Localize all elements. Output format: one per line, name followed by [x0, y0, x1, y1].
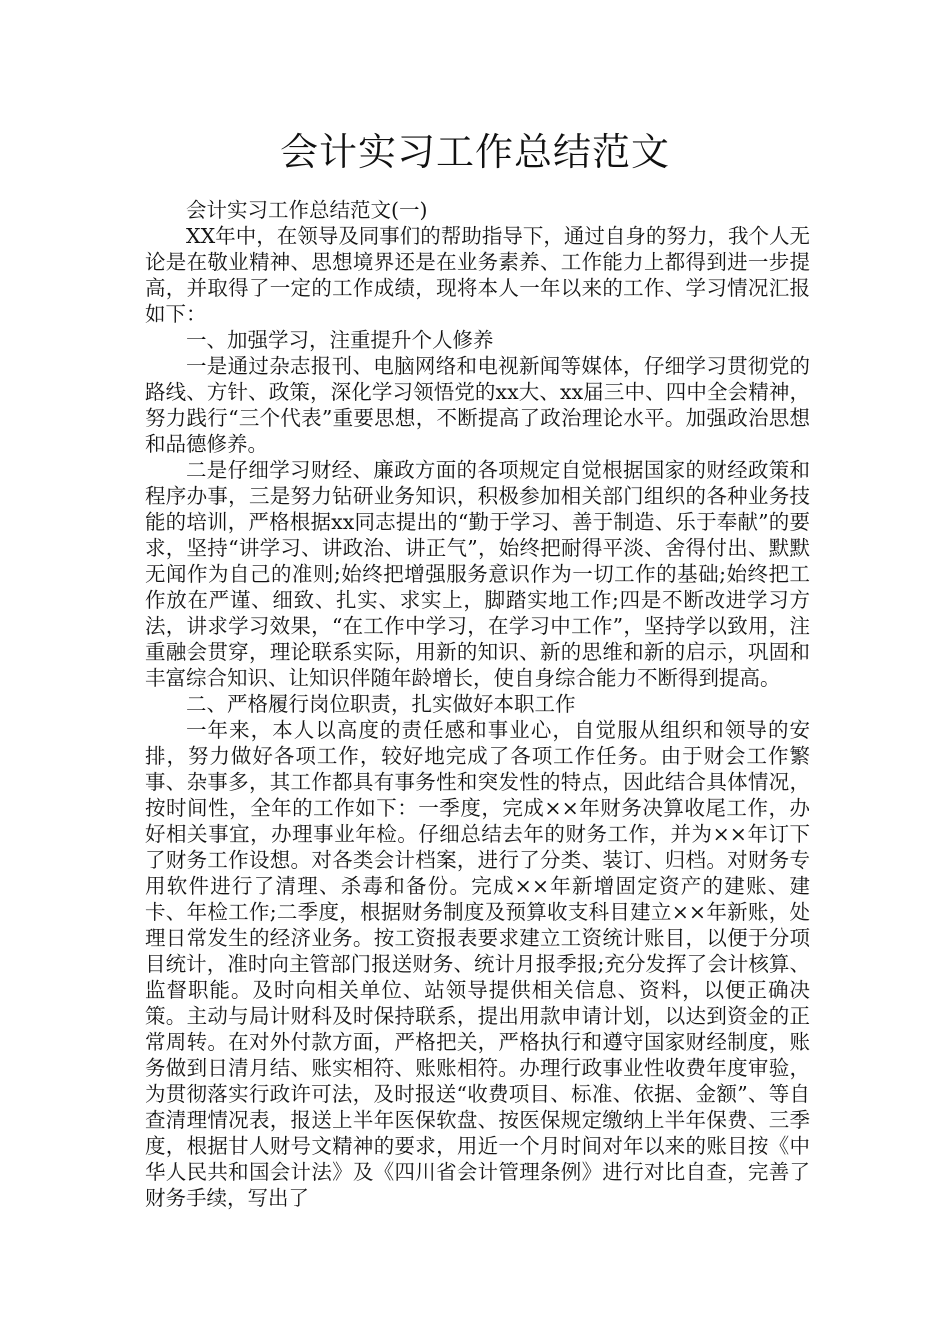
document-body: [145, 197, 810, 1211]
body-paragraph: 一是通过杂志报刊、电脑网络和电视新闻等媒体，仔细学习贯彻党的路线、方针、政策，深化学习领悟党的xx大、xx届三中、四中全会精神，努力践行“三个代表”重要思想，不断提高了政治理论水平。加强政治思想和品德修养。: [145, 354, 810, 456]
body-paragraph: 一年来，本人以高度的责任感和事业心，自觉服从组织和领导的安排，努力做好各项工作，较好地完成了各项工作任务。由于财会工作繁事、杂事多，其工作都具有事务性和突发性的特点，因此结合具体情况，按时间性，全年的工作如下：一季度，完成××年财务决算收尾工作，办好相关事宜，办理事业年检。仔细总结去年的财务工作，并为××年订下了财务工作设想。对各类会计档案，进行了分类、装订、归档。对财务专用软件进行了清理、杀毒和备份。完成××年新增固定资产的建账、建卡、年检工作;二季度，根据财务制度及预算收支科目建立××年新账，处理日常发生的经济业务。按工资报表要求建立工资统计账目，以便于分项目统计，准时向主管部门报送财务、统计月报季报;充分发挥了会计核算、监督职能。及时向相关单位、站领导提供相关信息、资料，以便正确决策。主动与局计财科及时保持联系，提出用款申请计划，以达到资金的正常周转。在对外付款方面，严格把关，严格执行和遵守国家财经制度，账务做到日清月结、账实相符、账账相符。办理行政事业性收费年度审验，为贯彻落实行政许可法，及时报送“收费项目、标准、依据、金额”、等自查清理情况表，报送上半年医保软盘、按医保规定缴纳上半年保费、三季度，根据甘人财号文精神的要求，用近一个月时间对年以来的账目按《中华人民共和国会计法》及《四川省会计管理条例》进行对比自查，完善了财务手续，写出了: [145, 718, 810, 1210]
body-paragraph: 二是仔细学习财经、廉政方面的各项规定自觉根据国家的财经政策和程序办事，三是努力钻研业务知识，积极参加相关部门组织的各种业务技能的培训，严格根据xx同志提出的“勤于学习、善于制造、乐于奉献”的要求，坚持“讲学习、讲政治、讲正气”，始终把耐得平淡、舍得付出、默默无闻作为自己的准则;始终把增强服务意识作为一切工作的基础;始终把工作放在严谨、细致、扎实、求实上，脚踏实地工作;四是不断改进学习方法，讲求学习效果，“在工作中学习，在学习中工作”，坚持学以致用，注重融会贯穿，理论联系实际，用新的知识、新的思维和新的启示，巩固和丰富综合知识、让知识伴随年龄增长，使自身综合能力不断得到提高。: [145, 458, 810, 690]
section-heading: 一、加强学习，注重提升个人修养: [186, 328, 494, 352]
section-heading: 二、严格履行岗位职责，扎实做好本职工作: [186, 692, 576, 716]
subheading-part-one: 会计实习工作总结范文(一): [186, 198, 428, 222]
body-paragraph: XX年中，在领导及同事们的帮助指导下，通过自身的努力，我个人无论是在敬业精神、思想境界还是在业务素养、工作能力上都得到进一步提高，并取得了一定的工作成绩，现将本人一年以来的工作、学习情况汇报如下：: [145, 224, 810, 326]
document-title: 会计实习工作总结范文: [279, 130, 670, 174]
